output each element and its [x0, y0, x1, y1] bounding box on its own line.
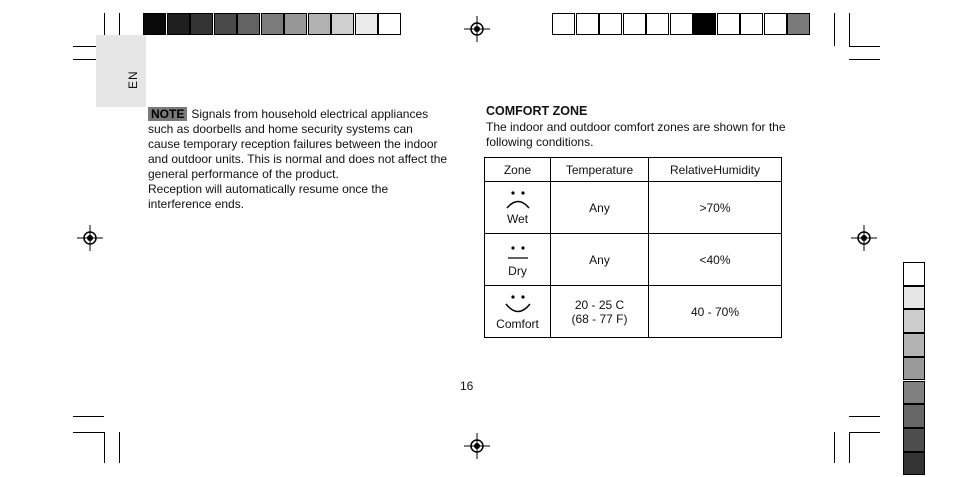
crop-mark — [834, 13, 835, 46]
color-swatch — [552, 13, 575, 35]
temperature-cell — [551, 286, 649, 338]
color-swatch — [903, 404, 925, 428]
color-swatch — [646, 13, 669, 35]
color-swatch — [623, 13, 646, 35]
color-swatch — [903, 452, 925, 476]
zone-cell — [485, 182, 551, 234]
color-swatch — [787, 13, 810, 35]
table-header-row — [485, 158, 782, 182]
humidity-cell: <40% — [649, 234, 782, 286]
crop-mark — [849, 416, 880, 417]
crop-mark — [119, 432, 120, 463]
color-swatch — [143, 13, 166, 35]
crop-mark — [834, 432, 835, 463]
color-swatch — [903, 309, 925, 333]
color-swatch — [903, 286, 925, 310]
language-label: EN — [126, 70, 140, 89]
color-swatch — [903, 262, 925, 286]
zone-cell — [485, 234, 551, 286]
color-swatch — [331, 13, 354, 35]
humidity-cell: >70% — [649, 182, 782, 234]
page-number: 16 — [460, 379, 474, 393]
crop-mark — [849, 59, 880, 60]
color-swatch — [167, 13, 190, 35]
temperature-cell: Any — [551, 234, 649, 286]
color-swatch — [214, 13, 237, 35]
crop-mark — [849, 432, 850, 463]
color-swatch — [903, 428, 925, 452]
crop-mark — [73, 416, 104, 417]
neutral-face-icon — [503, 241, 533, 263]
color-swatch — [599, 13, 622, 35]
color-swatch — [284, 13, 307, 35]
color-swatch — [903, 333, 925, 357]
registration-mark-icon — [851, 225, 877, 251]
note-badge: NOTE — [148, 107, 187, 121]
note-paragraph — [148, 107, 448, 212]
zone-label: Dry — [508, 264, 527, 278]
crop-mark — [73, 432, 104, 433]
language-tab — [96, 35, 146, 107]
color-swatch — [903, 381, 925, 405]
color-swatch — [308, 13, 331, 35]
note-text: Signals from household electrical appliances such as doorbells and home security systems can cause temporary reception failures between the indoor and outdoor units. This is normal and does not affect the general performance of the product. — [148, 107, 448, 181]
crop-mark — [849, 13, 850, 46]
zone-cell — [485, 286, 551, 338]
comfort-zone-table — [484, 157, 782, 338]
humidity-cell: 40 - 70% — [649, 286, 782, 338]
crop-mark — [104, 432, 105, 463]
section-title: COMFORT ZONE — [486, 104, 588, 118]
crop-mark — [849, 432, 880, 433]
table-row — [485, 182, 782, 234]
header-humidity: RelativeHumidity — [649, 158, 782, 182]
registration-mark-icon — [464, 16, 490, 42]
frown-face-icon — [503, 189, 533, 211]
color-swatch — [355, 13, 378, 35]
table-row — [485, 286, 782, 338]
table-row — [485, 234, 782, 286]
smile-face-icon — [503, 292, 533, 316]
section-intro: The indoor and outdoor comfort zones are shown for the following conditions. — [486, 120, 786, 149]
zone-label: Wet — [506, 212, 529, 226]
header-zone: Zone — [485, 158, 551, 182]
color-swatch — [693, 13, 716, 35]
color-swatch — [764, 13, 787, 35]
color-swatch — [237, 13, 260, 35]
header-temperature: Temperature — [551, 158, 649, 182]
color-swatch — [190, 13, 213, 35]
temperature-fahrenheit: (68 - 77 F) — [571, 311, 628, 326]
temperature-cell: Any — [551, 182, 649, 234]
color-swatch — [903, 357, 925, 381]
color-swatch — [576, 13, 599, 35]
zone-label: Comfort — [496, 317, 539, 331]
color-swatch — [740, 13, 763, 35]
registration-mark-icon — [77, 225, 103, 251]
color-swatch — [670, 13, 693, 35]
note-text-2: Reception will automatically resume once the interference ends. — [148, 182, 389, 211]
registration-mark-icon — [464, 433, 490, 459]
crop-mark — [849, 46, 880, 47]
temperature-celsius: 20 - 25 C — [574, 297, 625, 312]
color-swatch — [261, 13, 284, 35]
color-swatch — [378, 13, 401, 35]
color-swatch — [717, 13, 740, 35]
